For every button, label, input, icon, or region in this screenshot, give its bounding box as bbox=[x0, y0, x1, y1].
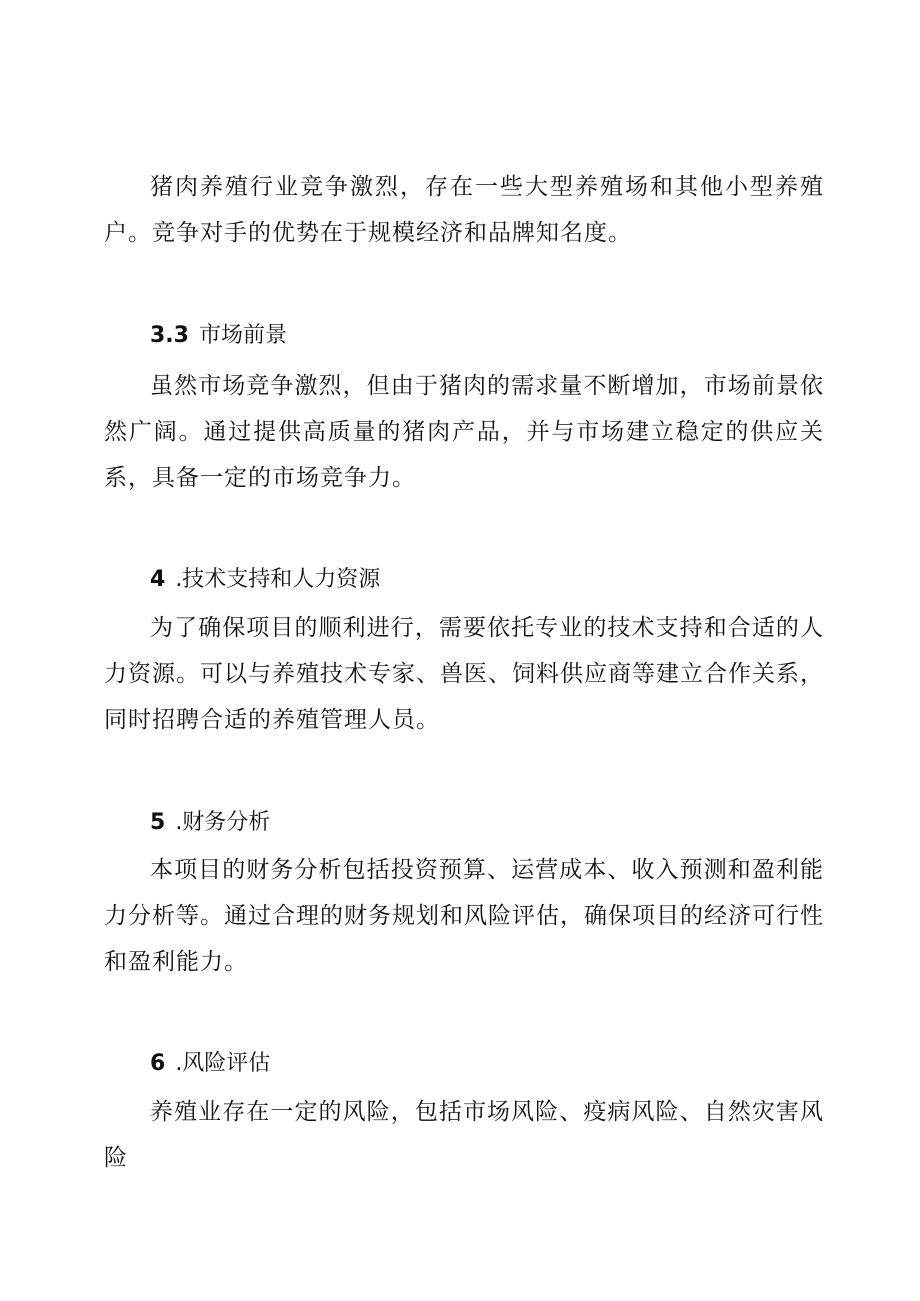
heading-3-3-title: 市场前景 bbox=[198, 323, 287, 348]
heading-5 bbox=[150, 808, 270, 838]
heading-4 bbox=[150, 565, 380, 595]
heading-5-number: 5 bbox=[150, 810, 166, 835]
heading-3-3-number: 3.3 bbox=[150, 323, 189, 348]
paragraph-risk: 养殖业存在一定的风险，包括市场风险、疫病风险、自然灾害风险 bbox=[104, 1099, 824, 1171]
paragraph-tech-support: 为了确保项目的顺利进行，需要依托专业的技术支持和合适的人力资源。可以与养殖技术专家、兽医、饲料供应商等建立合作关系，同时招聘合适的养殖管理人员。 bbox=[104, 615, 824, 733]
heading-6-number: 6 bbox=[150, 1051, 166, 1076]
paragraph-market-prospect: 虽然市场竞争激烈，但由于猪肉的需求量不断增加，市场前景依然广阔。通过提供高质量的猪肉产品，并与市场建立稳定的供应关系，具备一定的市场竞争力。 bbox=[104, 373, 824, 491]
paragraph-finance: 本项目的财务分析包括投资预算、运营成本、收入预测和盈利能力分析等。通过合理的财务规划和风险评估，确保项目的经济可行性和盈利能力。 bbox=[104, 857, 824, 975]
heading-4-number: 4 bbox=[150, 567, 166, 592]
heading-6-title: .风险评估 bbox=[175, 1051, 271, 1076]
heading-5-title: .财务分析 bbox=[175, 810, 271, 835]
heading-4-title: .技术支持和人力资源 bbox=[175, 567, 381, 592]
paragraph-competition: 猪肉养殖行业竞争激烈，存在一些大型养殖场和其他小型养殖户。竞争对手的优势在于规模经济和品牌知名度。 bbox=[104, 174, 824, 246]
heading-6 bbox=[150, 1049, 270, 1079]
heading-3-3 bbox=[150, 321, 287, 351]
